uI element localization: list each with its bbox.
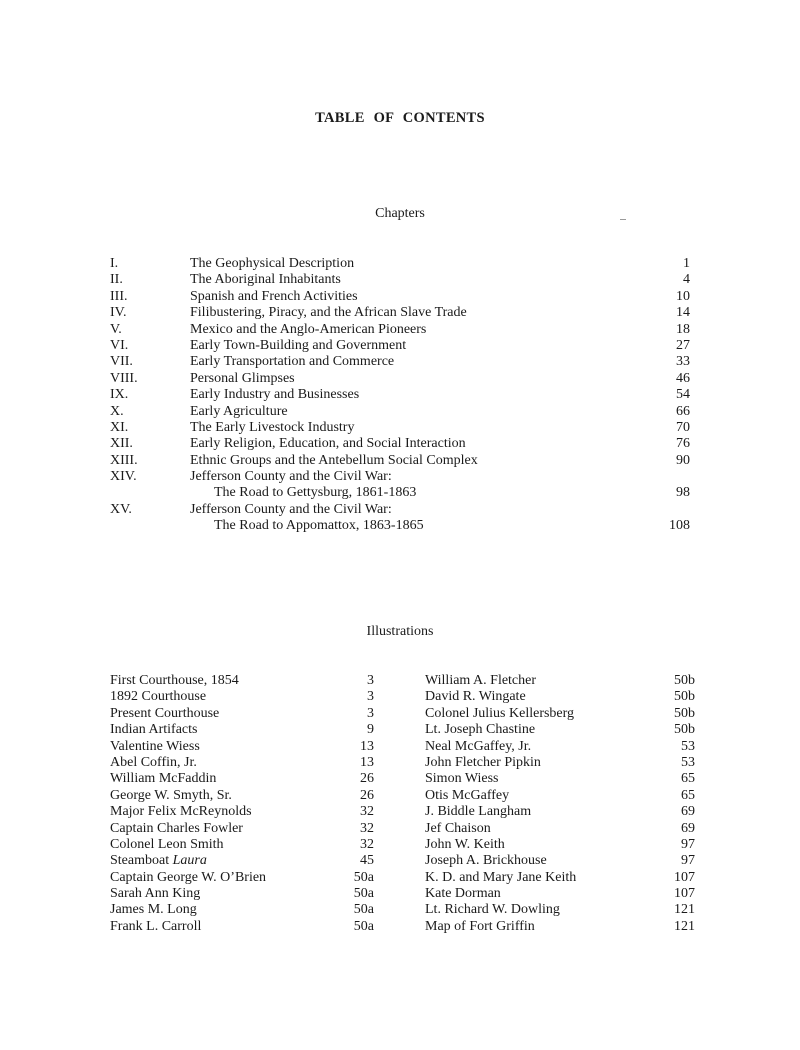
chapter-number: XV. bbox=[110, 501, 132, 517]
illustration-page: 121 bbox=[674, 918, 695, 934]
illustration-page: 3 bbox=[367, 673, 374, 688]
chapter-row bbox=[110, 436, 690, 452]
chapter-row bbox=[110, 453, 690, 469]
illustration-page: 13 bbox=[360, 738, 374, 754]
illustration-name-text: Major Felix McReynolds bbox=[110, 804, 252, 820]
chapter-page: 10 bbox=[676, 288, 690, 304]
illustration-name bbox=[425, 739, 531, 755]
chapter-page: 70 bbox=[676, 419, 690, 435]
illustration-name bbox=[110, 902, 197, 918]
chapter-number: VI. bbox=[110, 337, 129, 353]
chapter-row bbox=[110, 469, 690, 485]
chapters-heading: Chapters bbox=[375, 206, 425, 221]
chapter-title: The Early Livestock Industry bbox=[190, 419, 355, 435]
illustration-name bbox=[110, 722, 197, 738]
illustration-name bbox=[425, 902, 560, 918]
chapter-page: 1 bbox=[683, 256, 690, 271]
illustration-page: 50b bbox=[674, 705, 695, 721]
chapter-title: Early Religion, Education, and Social Interaction bbox=[190, 436, 466, 452]
chapter-title: Spanish and French Activities bbox=[190, 288, 358, 304]
illustration-name bbox=[110, 689, 206, 705]
illustration-name-text: Joseph A. Brickhouse bbox=[425, 853, 547, 869]
illustration-row bbox=[425, 837, 695, 853]
illustration-page: 9 bbox=[367, 722, 374, 738]
illustration-name-text: John W. Keith bbox=[425, 836, 505, 852]
illustration-row bbox=[425, 689, 695, 705]
illustration-name bbox=[110, 739, 200, 755]
illustration-page: 97 bbox=[681, 853, 695, 869]
illustration-name bbox=[425, 706, 574, 722]
illustration-name bbox=[110, 870, 266, 886]
illustration-name-text: Simon Wiess bbox=[425, 771, 499, 787]
chapter-page: 27 bbox=[676, 337, 690, 353]
illustration-name bbox=[425, 919, 535, 935]
illustration-page: 32 bbox=[360, 820, 374, 836]
scan-speck bbox=[620, 219, 626, 220]
illustration-name-text: James M. Long bbox=[110, 902, 197, 918]
illustration-page: 32 bbox=[360, 804, 374, 820]
illustrations-heading: Illustrations bbox=[366, 624, 434, 639]
chapter-number: II. bbox=[110, 272, 123, 288]
illustration-row bbox=[110, 722, 374, 738]
chapter-row bbox=[110, 338, 690, 354]
illustration-name-text: Sarah Ann King bbox=[110, 886, 201, 902]
illustration-name-text: Captain George W. O’Brien bbox=[110, 869, 267, 885]
illustration-row bbox=[425, 755, 695, 771]
illustration-row bbox=[425, 788, 695, 804]
chapter-number: VIII. bbox=[110, 370, 138, 386]
illustration-row bbox=[425, 706, 695, 722]
illustration-row bbox=[110, 837, 374, 853]
illustration-page: 65 bbox=[681, 771, 695, 787]
illustration-page: 50a bbox=[353, 886, 374, 902]
illustration-name bbox=[110, 804, 252, 820]
illustration-page: 53 bbox=[681, 754, 695, 770]
illustration-page: 26 bbox=[360, 771, 374, 787]
illustration-row bbox=[425, 821, 695, 837]
chapter-number: I. bbox=[110, 256, 119, 271]
illustration-row bbox=[425, 870, 695, 886]
chapter-number: V. bbox=[110, 321, 122, 337]
illustration-name-text: William McFaddin bbox=[110, 771, 217, 787]
chapter-number: III. bbox=[110, 288, 128, 304]
chapter-page: 4 bbox=[683, 272, 690, 288]
illustration-page: 50a bbox=[353, 902, 374, 918]
illustration-name bbox=[425, 886, 501, 902]
chapter-page: 14 bbox=[676, 305, 690, 321]
chapter-title: Early Transportation and Commerce bbox=[190, 354, 395, 370]
illustration-page: 50b bbox=[674, 689, 695, 705]
illustration-name bbox=[425, 870, 576, 886]
illustration-name-text: Frank L. Carroll bbox=[110, 918, 202, 934]
illustrations-left-column bbox=[110, 673, 374, 935]
chapter-title: Early Town-Building and Government bbox=[190, 337, 407, 353]
illustration-page: 32 bbox=[360, 836, 374, 852]
illustration-row bbox=[110, 689, 374, 705]
illustration-name-text: William A. Fletcher bbox=[425, 673, 537, 688]
illustration-name bbox=[425, 788, 509, 804]
illustration-name-text: Present Courthouse bbox=[110, 705, 220, 721]
illustration-page: 69 bbox=[681, 820, 695, 836]
chapter-row bbox=[110, 371, 690, 387]
chapter-page: 90 bbox=[676, 452, 690, 468]
illustration-row bbox=[110, 919, 374, 935]
illustration-name bbox=[425, 821, 491, 837]
chapter-number: IV. bbox=[110, 305, 127, 321]
illustration-row bbox=[110, 804, 374, 820]
illustration-row bbox=[110, 853, 374, 869]
illustration-name bbox=[110, 886, 200, 902]
chapter-row bbox=[110, 404, 690, 420]
illustration-name-text: Neal McGaffey, Jr. bbox=[425, 738, 532, 754]
illustration-row bbox=[110, 706, 374, 722]
illustration-name-text: K. D. and Mary Jane Keith bbox=[425, 869, 577, 885]
chapter-number: XIV. bbox=[110, 469, 137, 485]
illustration-row bbox=[425, 804, 695, 820]
chapter-number: XIII. bbox=[110, 452, 138, 468]
illustration-name bbox=[110, 755, 197, 771]
illustration-name-text: J. Biddle Langham bbox=[425, 804, 532, 820]
illustration-name bbox=[110, 771, 216, 787]
chapter-page: 33 bbox=[676, 354, 690, 370]
illustration-name bbox=[425, 804, 531, 820]
chapter-row bbox=[110, 289, 690, 305]
chapter-row-continued bbox=[110, 485, 690, 501]
page-title: TABLE OF CONTENTS bbox=[315, 110, 485, 126]
chapter-title: Mexico and the Anglo-American Pioneers bbox=[190, 321, 427, 337]
chapter-row bbox=[110, 272, 690, 288]
illustration-name-text: Otis McGaffey bbox=[425, 787, 510, 803]
illustration-row bbox=[110, 755, 374, 771]
illustration-row bbox=[110, 771, 374, 787]
chapter-page: 18 bbox=[676, 321, 690, 337]
illustration-name-text: First Courthouse, 1854 bbox=[110, 673, 239, 688]
illustration-row bbox=[425, 722, 695, 738]
illustration-name bbox=[110, 821, 243, 837]
illustration-name bbox=[425, 673, 536, 689]
illustration-page: 13 bbox=[360, 754, 374, 770]
illustration-page: 3 bbox=[367, 705, 374, 721]
illustration-name-text: Valentine Wiess bbox=[110, 738, 200, 754]
chapter-row-continued bbox=[110, 518, 690, 534]
illustration-page: 50b bbox=[674, 722, 695, 738]
chapter-row bbox=[110, 256, 690, 272]
chapter-page: 98 bbox=[676, 485, 690, 501]
illustration-row bbox=[110, 886, 374, 902]
chapter-title: Early Agriculture bbox=[190, 403, 288, 419]
illustration-name-text: Colonel Leon Smith bbox=[110, 836, 224, 852]
illustration-row bbox=[110, 739, 374, 755]
illustration-name bbox=[110, 919, 201, 935]
illustration-page: 50b bbox=[674, 673, 695, 688]
chapter-subtitle: The Road to Gettysburg, 1861-1863 bbox=[214, 485, 417, 501]
illustration-row bbox=[425, 902, 695, 918]
illustration-name-text: George W. Smyth, Sr. bbox=[110, 787, 232, 803]
chapter-row bbox=[110, 387, 690, 403]
illustration-name-text: Kate Dorman bbox=[425, 886, 501, 902]
illustration-name bbox=[425, 853, 547, 869]
illustration-name-text: 1892 Courthouse bbox=[110, 689, 207, 705]
chapter-row bbox=[110, 354, 690, 370]
chapter-page: 108 bbox=[669, 518, 690, 534]
illustration-page: 107 bbox=[674, 886, 695, 902]
illustration-name bbox=[110, 853, 207, 869]
illustration-name bbox=[425, 755, 541, 771]
illustration-name bbox=[110, 837, 224, 853]
illustration-name-italic: Laura bbox=[172, 853, 207, 869]
chapter-page: 46 bbox=[676, 370, 690, 386]
illustrations-right-column bbox=[425, 673, 695, 935]
illustration-page: 107 bbox=[674, 869, 695, 885]
chapter-subtitle: The Road to Appomattox, 1863-1865 bbox=[214, 518, 424, 534]
chapter-page: 76 bbox=[676, 436, 690, 452]
chapter-title: Jefferson County and the Civil War: bbox=[190, 501, 392, 517]
illustration-row bbox=[110, 673, 374, 689]
illustration-name-text: John Fletcher Pipkin bbox=[425, 754, 541, 770]
chapter-title: Ethnic Groups and the Antebellum Social Complex bbox=[190, 452, 478, 468]
illustration-page: 69 bbox=[681, 804, 695, 820]
illustration-name-text: David R. Wingate bbox=[425, 689, 526, 705]
chapter-row bbox=[110, 420, 690, 436]
chapter-page: 54 bbox=[676, 387, 690, 403]
illustration-name bbox=[110, 673, 239, 689]
illustration-name-text: Captain Charles Fowler bbox=[110, 820, 243, 836]
chapter-number: IX. bbox=[110, 387, 129, 403]
illustration-row bbox=[110, 902, 374, 918]
chapter-row bbox=[110, 502, 690, 518]
illustration-page: 97 bbox=[681, 836, 695, 852]
chapter-number: XI. bbox=[110, 419, 129, 435]
chapter-title: Filibustering, Piracy, and the African Slave Trade bbox=[190, 305, 467, 321]
illustration-name-text: Abel Coffin, Jr. bbox=[110, 754, 197, 770]
illustration-name bbox=[110, 788, 232, 804]
chapter-row bbox=[110, 305, 690, 321]
illustration-page: 50a bbox=[353, 869, 374, 885]
chapter-title: Personal Glimpses bbox=[190, 370, 295, 386]
illustration-row bbox=[110, 788, 374, 804]
illustration-row bbox=[425, 673, 695, 689]
illustration-page: 53 bbox=[681, 738, 695, 754]
illustration-name-text: Steamboat bbox=[110, 853, 170, 869]
illustration-page: 65 bbox=[681, 787, 695, 803]
illustration-row bbox=[425, 919, 695, 935]
illustration-row bbox=[110, 821, 374, 837]
illustration-row bbox=[425, 739, 695, 755]
chapter-row bbox=[110, 322, 690, 338]
illustration-name bbox=[425, 771, 498, 787]
illustration-name bbox=[425, 722, 535, 738]
chapter-title: Jefferson County and the Civil War: bbox=[190, 469, 392, 485]
chapter-title: The Aboriginal Inhabitants bbox=[190, 272, 341, 288]
illustration-name bbox=[425, 689, 526, 705]
illustration-name-text: Map of Fort Griffin bbox=[425, 918, 535, 934]
illustration-page: 26 bbox=[360, 787, 374, 803]
illustration-name-text: Lt. Richard W. Dowling bbox=[425, 902, 560, 918]
illustration-name-text: Colonel Julius Kellersberg bbox=[425, 705, 575, 721]
illustration-name-text: Indian Artifacts bbox=[110, 722, 198, 738]
illustration-page: 121 bbox=[674, 902, 695, 918]
chapter-number: VII. bbox=[110, 354, 133, 370]
illustration-name bbox=[425, 837, 505, 853]
chapters-list bbox=[110, 256, 690, 535]
illustration-row bbox=[425, 771, 695, 787]
illustration-name-text: Lt. Joseph Chastine bbox=[425, 722, 536, 738]
chapter-title: Early Industry and Businesses bbox=[190, 387, 360, 403]
illustration-row bbox=[425, 886, 695, 902]
chapter-title: The Geophysical Description bbox=[190, 256, 355, 271]
illustration-page: 3 bbox=[367, 689, 374, 705]
chapter-page: 66 bbox=[676, 403, 690, 419]
chapter-number: X. bbox=[110, 403, 124, 419]
illustration-name-text: Jef Chaison bbox=[425, 820, 491, 836]
illustration-row bbox=[425, 853, 695, 869]
chapter-number: XII. bbox=[110, 436, 133, 452]
illustration-page: 45 bbox=[360, 853, 374, 869]
illustration-row bbox=[110, 870, 374, 886]
illustration-page: 50a bbox=[353, 918, 374, 934]
illustration-name bbox=[110, 706, 219, 722]
